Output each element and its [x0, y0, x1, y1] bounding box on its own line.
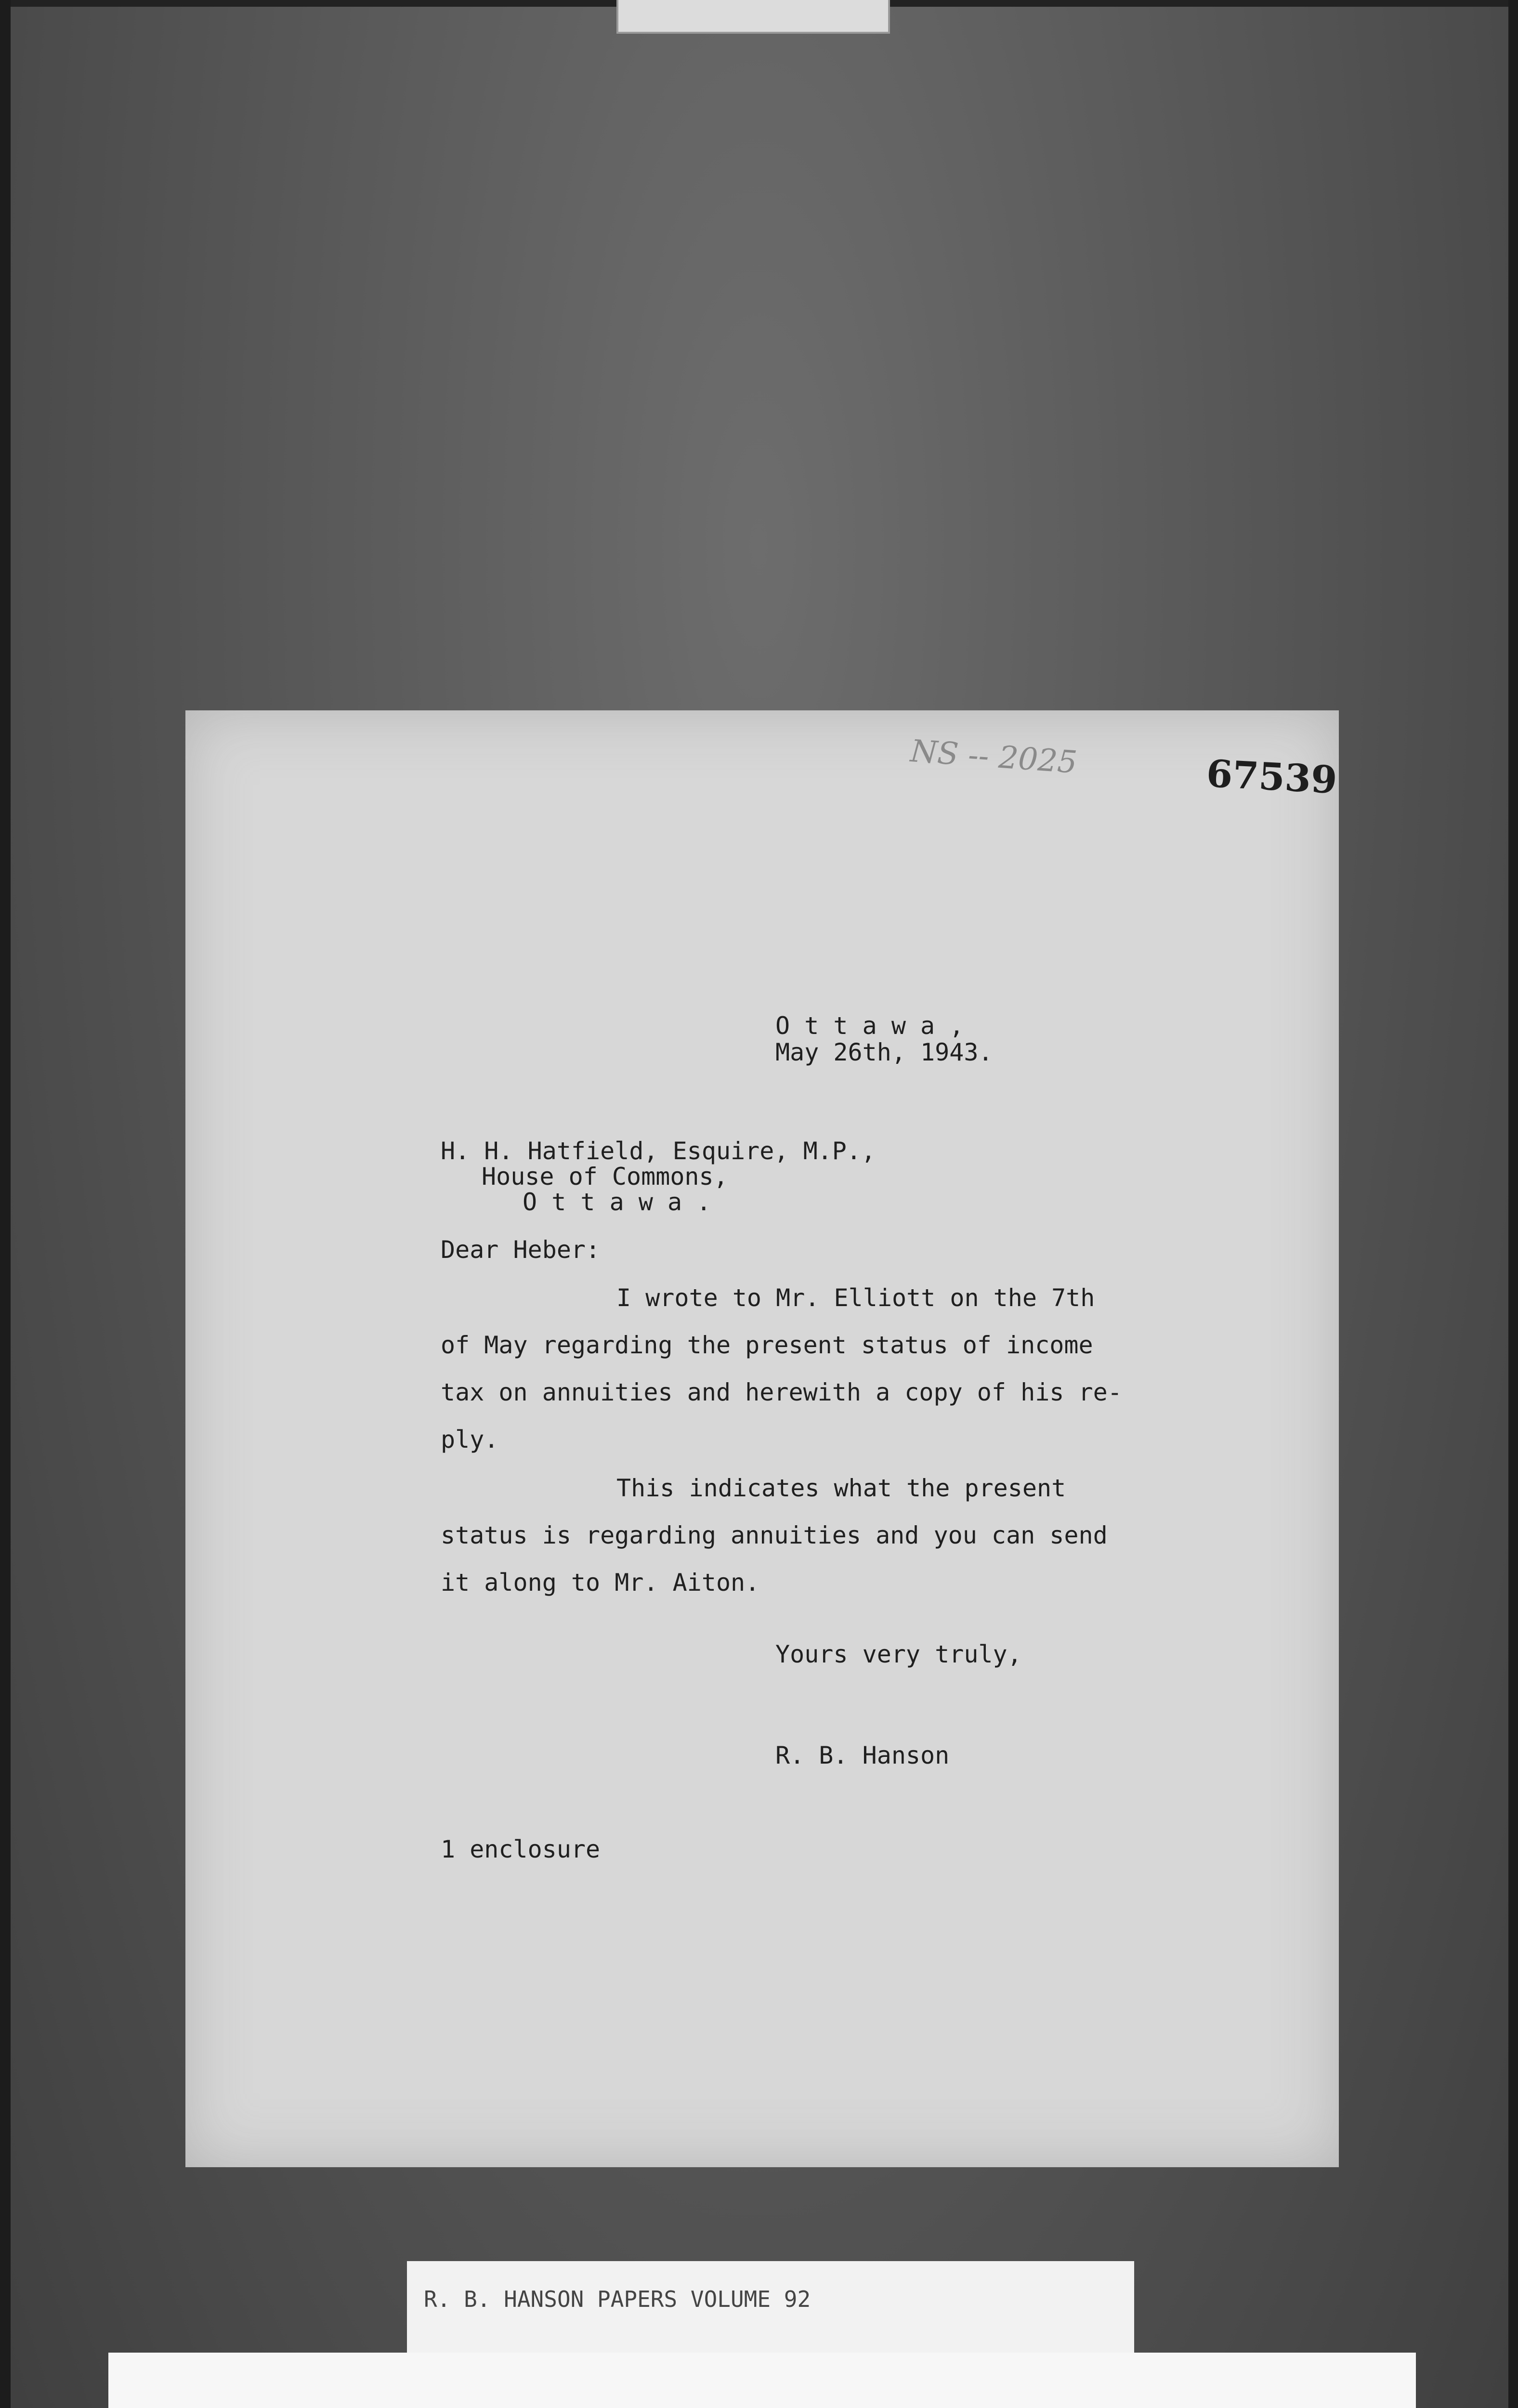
body-line-7: it along to Mr. Aiton.: [441, 1569, 760, 1597]
recipient-line-1: H. H. Hatfield, Esquire, M.P.,: [441, 1137, 876, 1165]
letter-date: May 26th, 1943.: [775, 1038, 993, 1066]
signature: R. B. Hanson: [775, 1741, 950, 1769]
volume-label-text: R. B. HANSON PAPERS VOLUME 92: [424, 2286, 811, 2312]
recipient-line-2: House of Commons,: [482, 1163, 728, 1191]
volume-label: [407, 2261, 1134, 2357]
film-edge-right: [1508, 0, 1518, 2408]
archive-number: 67539: [1205, 751, 1338, 803]
recipient-line-3: O t t a w a .: [523, 1188, 711, 1216]
body-line-2: of May regarding the present status of income: [441, 1331, 1093, 1359]
pencil-note: NS -- 2025: [909, 733, 1078, 781]
body-line-4: ply.: [441, 1426, 499, 1453]
closing: Yours very truly,: [775, 1640, 1022, 1668]
body-line-6: status is regarding annuities and you can send: [441, 1521, 1108, 1549]
archive-card: [108, 2353, 1416, 2408]
body-line-3: tax on annuities and herewith a copy of his re-: [441, 1378, 1122, 1406]
letter-page: [185, 710, 1339, 2167]
top-label-tab: [616, 0, 890, 34]
enclosure-note: 1 enclosure: [441, 1835, 601, 1863]
film-edge-left: [0, 0, 11, 2408]
letter-place: O t t a w a ,: [775, 1012, 964, 1040]
body-line-5: This indicates what the present: [616, 1474, 1066, 1502]
body-line-1: I wrote to Mr. Elliott on the 7th: [616, 1284, 1095, 1312]
salutation: Dear Heber:: [441, 1236, 601, 1264]
